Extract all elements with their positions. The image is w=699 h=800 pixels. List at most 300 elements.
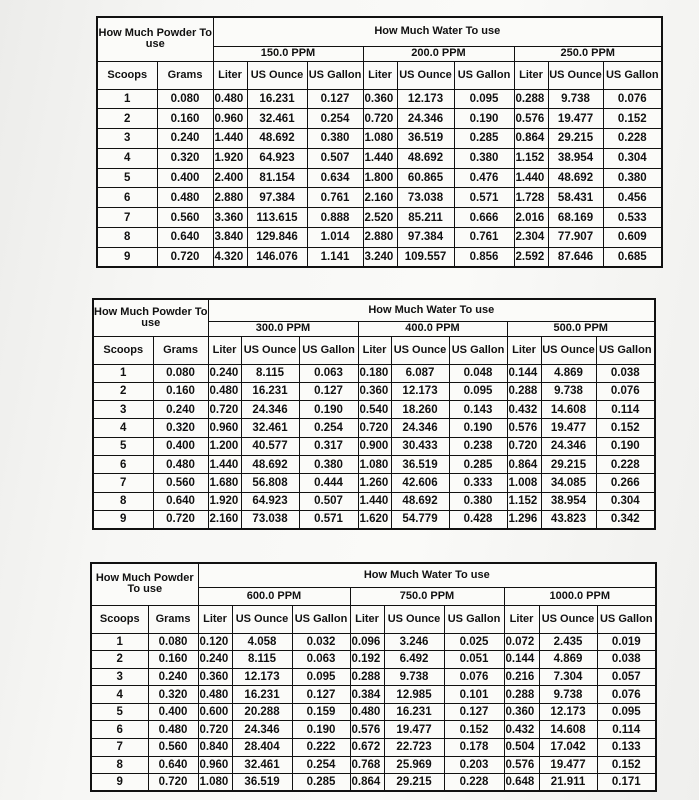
table-row [93, 437, 655, 455]
table-row [93, 474, 655, 492]
liter-cell: 0.720 [208, 401, 241, 419]
scoops-cell: 1 [91, 633, 148, 651]
us-ounce-cell: 60.865 [397, 168, 454, 188]
liter-header: Liter [208, 336, 241, 364]
us-gallon-cell: 0.025 [444, 633, 504, 651]
us-ounce-cell: 68.169 [548, 208, 603, 228]
liter-cell: 0.240 [208, 364, 241, 382]
scoops-cell: 6 [91, 721, 148, 739]
liter-cell: 0.672 [350, 739, 384, 757]
table-row [91, 686, 656, 704]
liter-cell: 2.160 [363, 188, 397, 208]
us-ounce-header: US Ounce [241, 336, 299, 364]
scoops-cell: 9 [91, 774, 148, 792]
liter-cell: 0.144 [507, 364, 541, 382]
us-gallon-cell: 0.380 [603, 168, 662, 188]
table-row [93, 401, 655, 419]
us-gallon-cell: 0.685 [603, 247, 662, 267]
liter-cell: 0.216 [504, 668, 539, 686]
liter-cell: 1.008 [507, 474, 541, 492]
us-ounce-cell: 25.969 [384, 756, 444, 774]
us-ounce-cell: 36.519 [232, 774, 292, 792]
ppm-header: 1000.0 PPM [504, 587, 656, 605]
table-row [93, 419, 655, 437]
us-gallon-cell: 0.133 [597, 739, 656, 757]
table-row [93, 382, 655, 400]
liter-cell: 0.192 [350, 651, 384, 669]
grams-cell: 0.720 [153, 510, 208, 528]
us-ounce-header: US Ounce [397, 61, 454, 89]
us-ounce-cell: 32.461 [241, 419, 299, 437]
liter-cell: 2.016 [514, 208, 548, 228]
us-gallon-cell: 0.076 [596, 382, 655, 400]
us-ounce-cell: 19.477 [548, 109, 603, 129]
grams-cell: 0.560 [148, 739, 198, 757]
table-row [97, 109, 662, 129]
us-gallon-cell: 0.888 [307, 208, 363, 228]
liter-cell: 0.600 [198, 703, 232, 721]
scoops-header: Scoops [93, 336, 153, 364]
scoops-cell: 8 [93, 492, 153, 510]
us-gallon-cell: 0.456 [603, 188, 662, 208]
us-ounce-cell: 73.038 [241, 510, 299, 528]
us-ounce-cell: 77.907 [548, 228, 603, 248]
table-row [91, 721, 656, 739]
scoops-cell: 7 [93, 474, 153, 492]
scoops-cell: 3 [93, 401, 153, 419]
us-gallon-header: US Gallon [596, 336, 655, 364]
us-ounce-cell: 24.346 [397, 109, 454, 129]
us-ounce-cell: 12.173 [391, 382, 449, 400]
liter-header: Liter [358, 336, 391, 364]
table-row [97, 228, 662, 248]
us-gallon-cell: 0.342 [596, 510, 655, 528]
dosage-table-150-250-ppm [96, 16, 663, 268]
grams-cell: 0.080 [153, 364, 208, 382]
us-ounce-cell: 48.692 [241, 455, 299, 473]
liter-cell: 1.080 [363, 129, 397, 149]
us-ounce-cell: 48.692 [548, 168, 603, 188]
grams-cell: 0.400 [157, 168, 213, 188]
table-row [91, 739, 656, 757]
liter-cell: 1.800 [363, 168, 397, 188]
liter-cell: 0.960 [208, 419, 241, 437]
us-ounce-cell: 38.954 [541, 492, 596, 510]
liter-cell: 1.200 [208, 437, 241, 455]
us-gallon-cell: 0.266 [596, 474, 655, 492]
liter-cell: 0.960 [213, 109, 247, 129]
liter-cell: 0.960 [198, 756, 232, 774]
table-row [93, 364, 655, 382]
table-row [97, 129, 662, 149]
liter-cell: 1.440 [213, 129, 247, 149]
us-gallon-cell: 0.114 [597, 721, 656, 739]
liter-cell: 2.304 [514, 228, 548, 248]
scoops-cell: 3 [97, 129, 157, 149]
us-ounce-cell: 24.346 [391, 419, 449, 437]
us-ounce-cell: 28.404 [232, 739, 292, 757]
liter-header: Liter [514, 61, 548, 89]
scoops-cell: 9 [93, 510, 153, 528]
us-gallon-cell: 0.304 [596, 492, 655, 510]
us-ounce-cell: 3.246 [384, 633, 444, 651]
liter-cell: 0.432 [507, 401, 541, 419]
us-ounce-cell: 34.085 [541, 474, 596, 492]
grams-cell: 0.480 [153, 455, 208, 473]
us-ounce-cell: 32.461 [247, 109, 307, 129]
us-gallon-cell: 0.203 [444, 756, 504, 774]
liter-cell: 3.240 [363, 247, 397, 267]
us-ounce-cell: 16.231 [241, 382, 299, 400]
liter-cell: 0.840 [198, 739, 232, 757]
us-ounce-header: US Ounce [391, 336, 449, 364]
liter-cell: 1.080 [358, 455, 391, 473]
liter-cell: 0.480 [208, 382, 241, 400]
liter-cell: 1.296 [507, 510, 541, 528]
us-ounce-cell: 6.492 [384, 651, 444, 669]
us-gallon-header: US Gallon [444, 605, 504, 633]
us-gallon-header: US Gallon [597, 605, 656, 633]
us-ounce-cell: 97.384 [247, 188, 307, 208]
liter-cell: 0.720 [358, 419, 391, 437]
us-ounce-cell: 12.173 [232, 668, 292, 686]
liter-cell: 0.288 [504, 686, 539, 704]
scoops-cell: 4 [93, 419, 153, 437]
us-gallon-cell: 0.095 [597, 703, 656, 721]
liter-header: Liter [350, 605, 384, 633]
grams-cell: 0.240 [148, 668, 198, 686]
table-row [93, 455, 655, 473]
us-ounce-cell: 4.869 [541, 364, 596, 382]
liter-cell: 0.720 [363, 109, 397, 129]
scoops-header: Scoops [97, 61, 157, 89]
us-gallon-cell: 0.856 [454, 247, 514, 267]
us-ounce-cell: 24.346 [541, 437, 596, 455]
liter-cell: 1.728 [514, 188, 548, 208]
ppm-header: 200.0 PPM [363, 46, 514, 61]
liter-header: Liter [198, 605, 232, 633]
us-gallon-cell: 0.127 [307, 89, 363, 109]
us-gallon-cell: 0.048 [449, 364, 507, 382]
us-gallon-cell: 0.051 [444, 651, 504, 669]
us-ounce-cell: 97.384 [397, 228, 454, 248]
us-ounce-header: US Ounce [541, 336, 596, 364]
liter-cell: 0.864 [514, 129, 548, 149]
us-ounce-header: US Ounce [384, 605, 444, 633]
us-ounce-cell: 81.154 [247, 168, 307, 188]
grams-cell: 0.160 [148, 651, 198, 669]
us-gallon-cell: 0.609 [603, 228, 662, 248]
us-ounce-cell: 22.723 [384, 739, 444, 757]
liter-cell: 0.720 [507, 437, 541, 455]
grams-cell: 0.240 [153, 401, 208, 419]
grams-cell: 0.480 [148, 721, 198, 739]
us-ounce-cell: 16.231 [384, 703, 444, 721]
us-gallon-cell: 0.127 [299, 382, 358, 400]
water-header: How Much Water To use [198, 563, 656, 587]
us-gallon-cell: 0.476 [454, 168, 514, 188]
us-gallon-cell: 0.190 [596, 437, 655, 455]
us-gallon-cell: 0.076 [444, 668, 504, 686]
us-ounce-cell: 32.461 [232, 756, 292, 774]
us-ounce-cell: 9.738 [541, 382, 596, 400]
us-gallon-cell: 0.507 [307, 148, 363, 168]
us-gallon-cell: 0.428 [449, 510, 507, 528]
us-gallon-cell: 0.304 [603, 148, 662, 168]
us-gallon-cell: 0.190 [299, 401, 358, 419]
liter-cell: 3.840 [213, 228, 247, 248]
scoops-cell: 7 [97, 208, 157, 228]
us-ounce-cell: 16.231 [232, 686, 292, 704]
us-gallon-cell: 0.228 [603, 129, 662, 149]
scoops-cell: 1 [97, 89, 157, 109]
us-ounce-cell: 24.346 [232, 721, 292, 739]
us-gallon-cell: 0.333 [449, 474, 507, 492]
liter-cell: 0.120 [198, 633, 232, 651]
us-ounce-cell: 9.738 [548, 89, 603, 109]
ppm-header: 400.0 PPM [358, 321, 507, 336]
liter-cell: 1.152 [507, 492, 541, 510]
us-ounce-cell: 18.260 [391, 401, 449, 419]
liter-cell: 0.180 [358, 364, 391, 382]
us-ounce-cell: 8.115 [232, 651, 292, 669]
grams-header: Grams [153, 336, 208, 364]
table-row [97, 247, 662, 267]
water-header: How Much Water To use [213, 17, 662, 46]
us-gallon-cell: 0.076 [603, 89, 662, 109]
us-ounce-cell: 12.173 [397, 89, 454, 109]
us-ounce-cell: 20.288 [232, 703, 292, 721]
liter-cell: 0.648 [504, 774, 539, 792]
us-ounce-cell: 146.076 [247, 247, 307, 267]
us-ounce-cell: 56.808 [241, 474, 299, 492]
us-gallon-header: US Gallon [454, 61, 514, 89]
grams-cell: 0.560 [153, 474, 208, 492]
liter-cell: 2.880 [363, 228, 397, 248]
us-ounce-cell: 64.923 [247, 148, 307, 168]
us-ounce-header: US Ounce [232, 605, 292, 633]
us-gallon-cell: 0.571 [299, 510, 358, 528]
liter-cell: 0.900 [358, 437, 391, 455]
grams-cell: 0.080 [157, 89, 213, 109]
liter-cell: 0.504 [504, 739, 539, 757]
grams-header: Grams [148, 605, 198, 633]
us-gallon-cell: 0.285 [292, 774, 350, 792]
us-ounce-cell: 87.646 [548, 247, 603, 267]
us-ounce-cell: 9.738 [384, 668, 444, 686]
liter-cell: 0.360 [504, 703, 539, 721]
us-gallon-cell: 0.032 [292, 633, 350, 651]
ppm-header: 500.0 PPM [507, 321, 655, 336]
liter-cell: 0.360 [198, 668, 232, 686]
us-gallon-cell: 0.238 [449, 437, 507, 455]
us-ounce-cell: 6.087 [391, 364, 449, 382]
us-gallon-cell: 0.254 [292, 756, 350, 774]
us-ounce-cell: 14.608 [541, 401, 596, 419]
grams-cell: 0.560 [157, 208, 213, 228]
liter-cell: 1.440 [514, 168, 548, 188]
scoops-cell: 4 [91, 686, 148, 704]
us-gallon-cell: 0.127 [444, 703, 504, 721]
us-gallon-cell: 0.038 [596, 364, 655, 382]
table-row [91, 668, 656, 686]
liter-cell: 0.288 [514, 89, 548, 109]
scoops-cell: 8 [91, 756, 148, 774]
us-ounce-cell: 4.058 [232, 633, 292, 651]
liter-cell: 0.144 [504, 651, 539, 669]
liter-cell: 1.260 [358, 474, 391, 492]
powder-header: How Much Powder To use [93, 299, 208, 336]
grams-cell: 0.080 [148, 633, 198, 651]
ppm-header: 300.0 PPM [208, 321, 358, 336]
us-gallon-cell: 0.285 [449, 455, 507, 473]
us-ounce-cell: 12.985 [384, 686, 444, 704]
us-gallon-cell: 0.380 [454, 148, 514, 168]
dosage-table-600-1000-ppm [90, 562, 657, 792]
us-gallon-cell: 0.152 [597, 756, 656, 774]
scoops-cell: 1 [93, 364, 153, 382]
us-ounce-cell: 38.954 [548, 148, 603, 168]
us-ounce-cell: 43.823 [541, 510, 596, 528]
us-gallon-cell: 0.285 [454, 129, 514, 149]
us-gallon-cell: 0.190 [454, 109, 514, 129]
grams-cell: 0.320 [153, 419, 208, 437]
us-gallon-cell: 0.063 [299, 364, 358, 382]
powder-header: How Much Powder To use [97, 17, 213, 61]
us-ounce-cell: 48.692 [391, 492, 449, 510]
table-row [91, 651, 656, 669]
liter-cell: 0.480 [213, 89, 247, 109]
table-row [91, 756, 656, 774]
liter-cell: 1.440 [358, 492, 391, 510]
us-gallon-cell: 0.254 [307, 109, 363, 129]
liter-cell: 0.096 [350, 633, 384, 651]
us-ounce-cell: 4.869 [539, 651, 597, 669]
us-gallon-cell: 0.761 [454, 228, 514, 248]
us-gallon-header: US Gallon [299, 336, 358, 364]
liter-cell: 0.576 [350, 721, 384, 739]
us-ounce-header: US Ounce [247, 61, 307, 89]
us-gallon-cell: 1.141 [307, 247, 363, 267]
scoops-cell: 2 [97, 109, 157, 129]
us-gallon-cell: 0.380 [449, 492, 507, 510]
liter-cell: 1.152 [514, 148, 548, 168]
liter-cell: 0.360 [358, 382, 391, 400]
us-gallon-header: US Gallon [449, 336, 507, 364]
ppm-header: 150.0 PPM [213, 46, 363, 61]
us-gallon-cell: 0.152 [596, 419, 655, 437]
grams-cell: 0.240 [157, 129, 213, 149]
liter-cell: 2.520 [363, 208, 397, 228]
scoops-cell: 7 [91, 739, 148, 757]
water-header: How Much Water To use [208, 299, 655, 321]
liter-cell: 0.240 [198, 651, 232, 669]
us-ounce-cell: 85.211 [397, 208, 454, 228]
us-ounce-cell: 29.215 [541, 455, 596, 473]
table-row [97, 148, 662, 168]
grams-cell: 0.640 [153, 492, 208, 510]
ppm-header: 750.0 PPM [350, 587, 504, 605]
us-ounce-cell: 40.577 [241, 437, 299, 455]
liter-cell: 1.680 [208, 474, 241, 492]
liter-cell: 0.480 [350, 703, 384, 721]
liter-cell: 0.768 [350, 756, 384, 774]
us-gallon-cell: 0.380 [299, 455, 358, 473]
liter-cell: 0.864 [507, 455, 541, 473]
us-gallon-cell: 0.533 [603, 208, 662, 228]
liter-cell: 0.432 [504, 721, 539, 739]
liter-header: Liter [363, 61, 397, 89]
us-ounce-cell: 2.435 [539, 633, 597, 651]
table-row [91, 774, 656, 792]
scoops-cell: 8 [97, 228, 157, 248]
us-ounce-cell: 42.606 [391, 474, 449, 492]
scoops-cell: 5 [97, 168, 157, 188]
us-ounce-cell: 129.846 [247, 228, 307, 248]
liter-cell: 0.360 [363, 89, 397, 109]
us-ounce-cell: 64.923 [241, 492, 299, 510]
us-gallon-header: US Gallon [603, 61, 662, 89]
us-ounce-cell: 9.738 [539, 686, 597, 704]
us-ounce-cell: 113.615 [247, 208, 307, 228]
scoops-cell: 9 [97, 247, 157, 267]
us-gallon-cell: 0.444 [299, 474, 358, 492]
us-ounce-cell: 17.042 [539, 739, 597, 757]
table-row [97, 188, 662, 208]
us-gallon-cell: 0.095 [454, 89, 514, 109]
us-gallon-cell: 0.143 [449, 401, 507, 419]
scoops-cell: 2 [93, 382, 153, 400]
liter-cell: 0.576 [504, 756, 539, 774]
dosage-table-300-500-ppm [92, 298, 656, 530]
us-ounce-cell: 19.477 [384, 721, 444, 739]
us-ounce-cell: 30.433 [391, 437, 449, 455]
us-gallon-cell: 0.152 [603, 109, 662, 129]
us-ounce-cell: 58.431 [548, 188, 603, 208]
us-ounce-cell: 7.304 [539, 668, 597, 686]
grams-cell: 0.320 [157, 148, 213, 168]
us-ounce-cell: 48.692 [397, 148, 454, 168]
table-row [97, 208, 662, 228]
us-gallon-cell: 0.057 [597, 668, 656, 686]
table-row [91, 633, 656, 651]
grams-cell: 0.640 [157, 228, 213, 248]
us-ounce-header: US Ounce [539, 605, 597, 633]
us-ounce-cell: 24.346 [241, 401, 299, 419]
us-gallon-cell: 0.019 [597, 633, 656, 651]
us-gallon-cell: 1.014 [307, 228, 363, 248]
us-gallon-cell: 0.317 [299, 437, 358, 455]
us-gallon-cell: 0.254 [299, 419, 358, 437]
us-gallon-cell: 0.190 [292, 721, 350, 739]
liter-cell: 0.072 [504, 633, 539, 651]
grams-cell: 0.400 [148, 703, 198, 721]
grams-cell: 0.640 [148, 756, 198, 774]
liter-header: Liter [504, 605, 539, 633]
liter-cell: 0.864 [350, 774, 384, 792]
us-gallon-cell: 0.171 [597, 774, 656, 792]
table-row [97, 168, 662, 188]
scoops-header: Scoops [91, 605, 148, 633]
grams-cell: 0.320 [148, 686, 198, 704]
us-ounce-cell: 12.173 [539, 703, 597, 721]
us-gallon-header: US Gallon [307, 61, 363, 89]
us-gallon-cell: 0.380 [307, 129, 363, 149]
us-gallon-cell: 0.228 [596, 455, 655, 473]
grams-header: Grams [157, 61, 213, 89]
liter-cell: 0.288 [350, 668, 384, 686]
us-ounce-cell: 73.038 [397, 188, 454, 208]
